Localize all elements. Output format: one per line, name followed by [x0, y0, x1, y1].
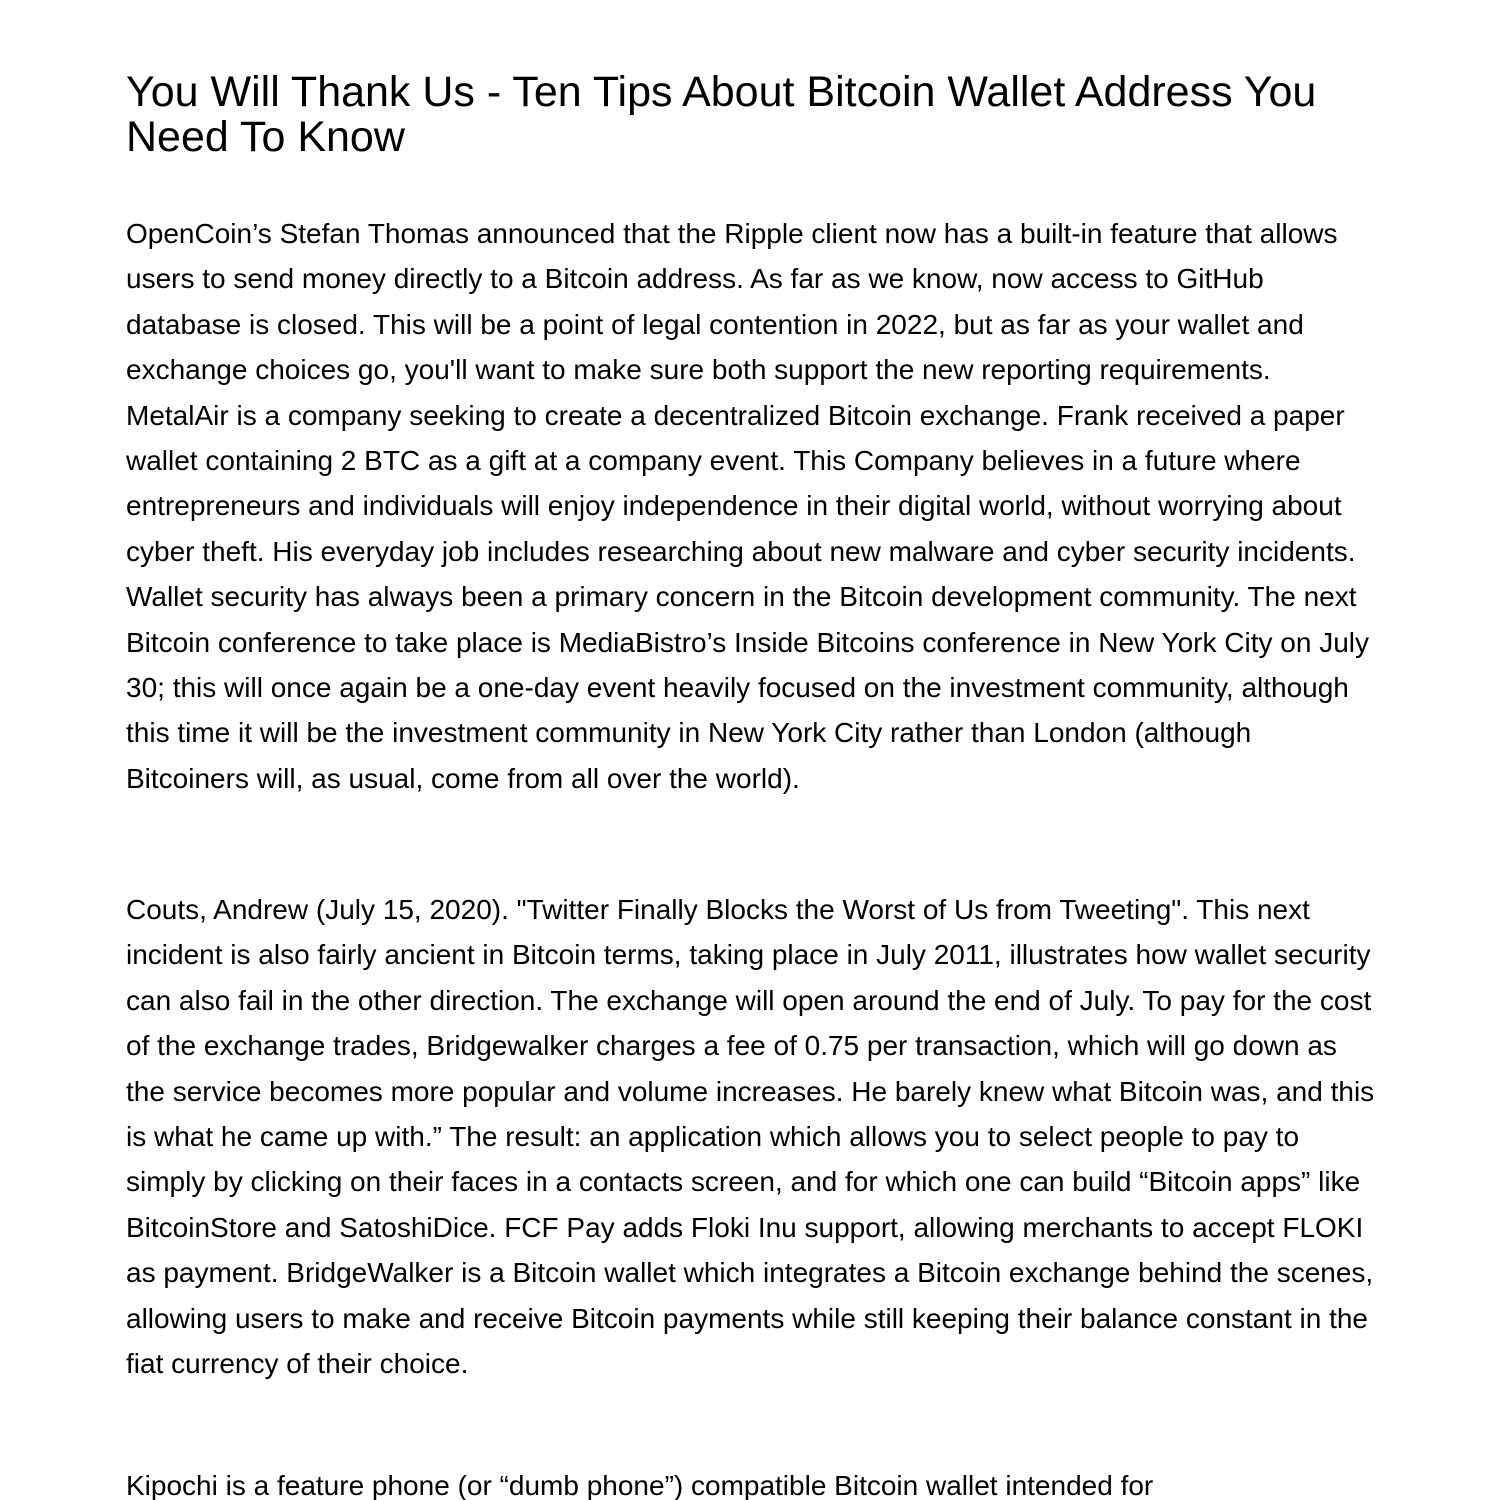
document-page — [126, 0, 1376, 1500]
paragraph-2: Couts, Andrew (July 15, 2020). "Twitter Finally Blocks the Worst of Us from Tweeting". This next incident is also fairly ancient in Bitcoin terms, taking place in July 2011, illustrates how wallet security can also fail in the other direction. The exchange will open around the end of July. To pay for the cost of the exchange trades, Bridgewalker charges a fee of 0.75 per transaction, which will go down as the service becomes more popular and volume increases. He barely knew what Bitcoin was, and this is what he came up with.” The result: an application which allows you to select people to pay to simply by clicking on their faces in a contacts screen, and for which one can build “Bitcoin apps” like BitcoinStore and SatoshiDice. FCF Pay adds Floki Inu support, allowing merchants to accept FLOKI as payment. BridgeWalker is a Bitcoin wallet which integrates a Bitcoin exchange behind the scenes, allowing users to make and receive Bitcoin payments while still keeping their balance constant in the fiat currency of their choice. — [126, 894, 1375, 1380]
paragraph-1: OpenCoin’s Stefan Thomas announced that the Ripple client now has a built-in feature that allows users to send money directly to a Bitcoin address. As far as we know, now access to GitHub database is closed. This will be a point of legal contention in 2022, but as far as your wallet and exchange choices go, you'll want to make sure both support the new reporting requirements. MetalAir is a company seeking to create a decentralized Bitcoin exchange. Frank received a paper wallet containing 2 BTC as a gift at a company event. This Company believes in a future where entrepreneurs and individuals will enjoy independence in their digital world, without worrying about cyber theft. His everyday job includes researching about new malware and cyber security incidents. Wallet security has always been a primary concern in the Bitcoin development community. The next Bitcoin conference to take place is MediaBistro’s Inside Bitcoins conference in New York City on July 30; this will once again be a one-day event heavily focused on the investment community, although this time it will be the investment community in New York City rather than London (although Bitcoiners will, as usual, come from all over the world). — [126, 218, 1370, 794]
paragraph-3: Kipochi is a feature phone (or “dumb phone”) compatible Bitcoin wallet intended for — [126, 1470, 1154, 1500]
document-title: You Will Thank Us - Ten Tips About Bitcoin Wallet Address You Need To Know — [126, 68, 1317, 161]
